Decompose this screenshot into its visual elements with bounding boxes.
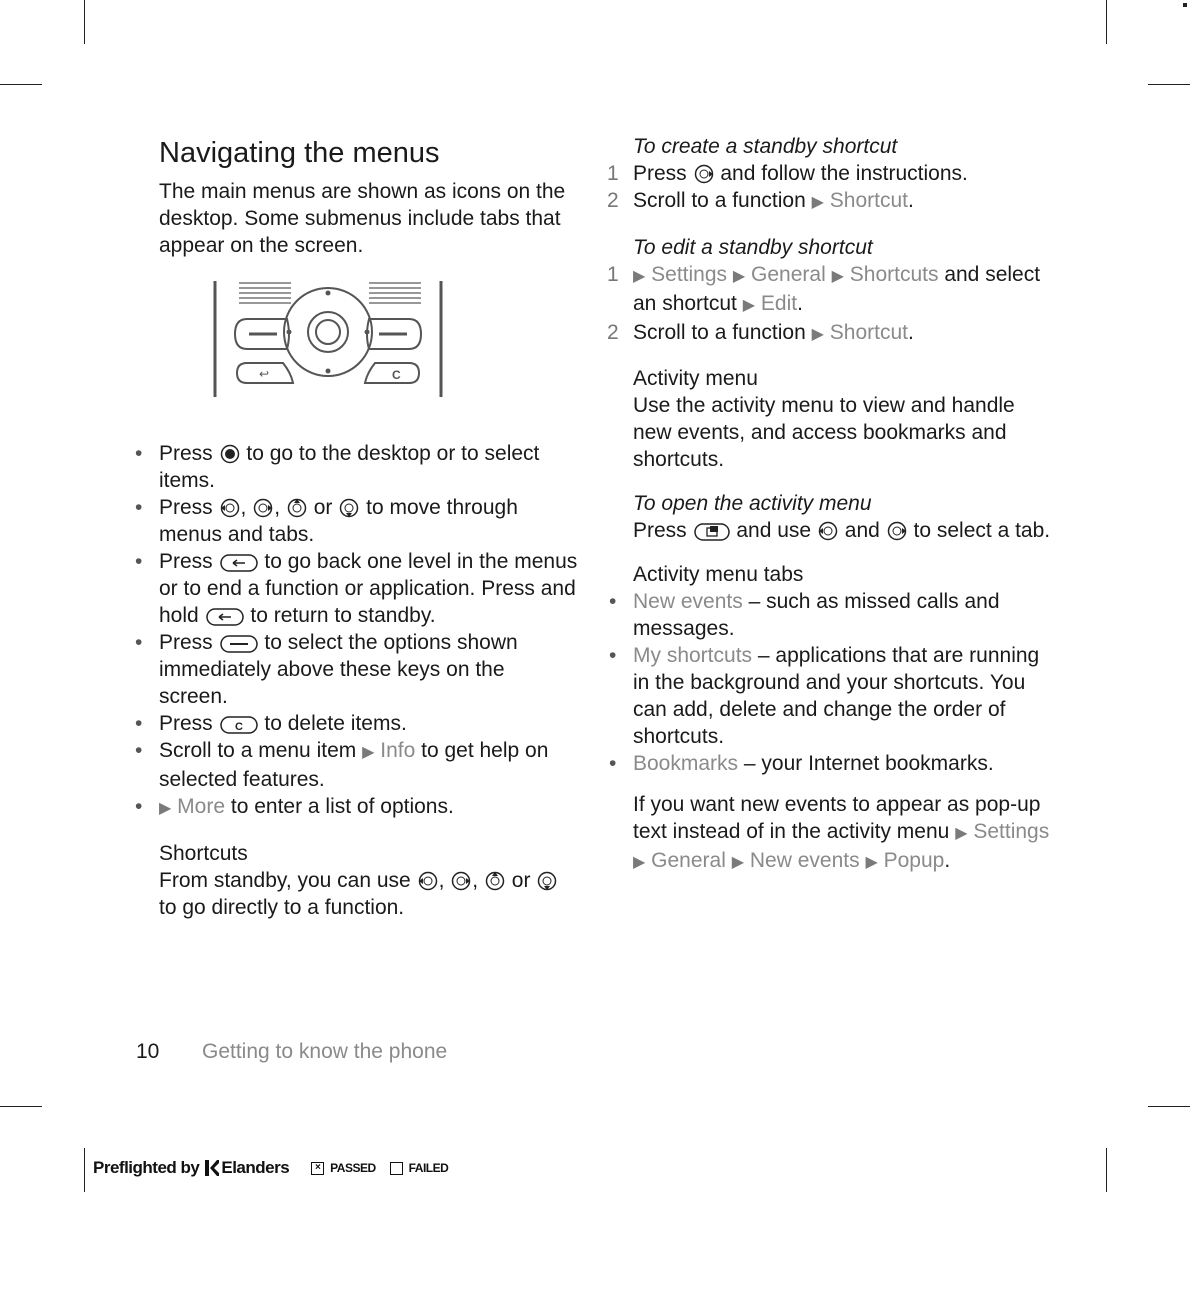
crop-mark	[84, 1148, 85, 1192]
navigation-key-down-icon	[537, 871, 557, 891]
arrow-icon: ▶	[633, 268, 646, 285]
activity-tabs-list	[633, 588, 1053, 777]
left-column	[159, 136, 579, 921]
select-key-icon	[220, 444, 240, 464]
menu-link-edit: Edit	[760, 292, 798, 315]
menu-link-shortcuts: Shortcuts	[849, 263, 939, 286]
crop-mark	[1148, 1106, 1190, 1107]
menu-link-general: General	[651, 849, 726, 872]
arrow-icon: ▶	[159, 800, 172, 817]
navigation-key-up-icon	[287, 498, 307, 518]
arrow-icon: ▶	[362, 744, 375, 761]
list-item: 2 Scroll to a function ▶ Shortcut.	[607, 321, 914, 344]
navigation-bullet-list	[159, 440, 579, 822]
section-title: Getting to know the phone	[202, 1040, 448, 1063]
activity-menu-heading: Activity menu	[633, 367, 758, 390]
arrow-icon: ▶	[831, 268, 844, 285]
create-shortcut-heading: To create a standby shortcut	[633, 135, 898, 158]
failed-label: FAILED	[408, 1161, 449, 1175]
list-item: • Press to select the options shown immediately above these keys on the screen.	[159, 629, 579, 710]
list-item: • Press C to delete items.	[159, 710, 579, 737]
navigation-key-left-icon	[818, 521, 838, 541]
navigation-key-left-icon	[220, 498, 240, 518]
crop-mark	[0, 1106, 42, 1107]
menu-link-settings: Settings	[651, 263, 728, 286]
navigation-key-down-icon	[339, 498, 359, 518]
menu-link-settings: Settings	[973, 820, 1050, 843]
arrow-icon: ▶	[742, 297, 756, 314]
page-number: 10	[136, 1040, 160, 1063]
open-activity-text: Press and use and to select a tab.	[633, 519, 1051, 542]
list-item: • Press to go back one level in the menus or to end a function or application. Press and hold to return to standby.	[159, 548, 579, 629]
menu-link-popup: Popup	[883, 849, 945, 872]
edit-shortcut-heading: To edit a standby shortcut	[633, 236, 873, 259]
navigation-key-up-icon	[485, 871, 505, 891]
passed-checkbox-icon: ×	[311, 1162, 324, 1175]
list-item: • New events – such as missed calls and messages.	[633, 588, 1053, 642]
activity-tabs-heading: Activity menu tabs	[633, 563, 804, 586]
selection-key-icon	[220, 635, 258, 653]
elanders-logo-icon	[205, 1160, 219, 1176]
intro-text: The main menus are shown as icons on the desktop. Some submenus include tabs that appear on the screen.	[159, 180, 566, 257]
stamp-prefix: Preflighted by	[93, 1158, 200, 1177]
clear-key-icon	[220, 716, 258, 734]
open-activity-heading: To open the activity menu	[633, 492, 872, 515]
menu-link-shortcut: Shortcut	[829, 321, 908, 344]
failed-checkbox-icon	[390, 1162, 403, 1175]
arrow-icon: ▶	[811, 326, 824, 343]
menu-link-more: More	[177, 795, 226, 818]
navigation-key-right-icon	[451, 871, 471, 891]
right-column	[607, 133, 1053, 876]
navigation-key-right-icon	[253, 498, 273, 518]
keypad-illustration	[209, 279, 449, 404]
crop-mark	[1106, 0, 1107, 44]
svg-text:C: C	[234, 721, 243, 733]
back-key-icon	[220, 554, 258, 572]
list-item: • ▶ More to enter a list of options.	[159, 793, 579, 822]
navigation-key-right-icon	[694, 164, 714, 184]
shortcuts-text: From standby, you can use , , or to go directly to a function.	[159, 867, 579, 921]
menu-link-general: General	[751, 263, 826, 286]
list-item: 1 Press and follow the instructions.	[607, 162, 968, 185]
arrow-icon: ▶	[731, 854, 745, 871]
navigation-key-right-icon	[887, 521, 907, 541]
arrow-icon: ▶	[865, 854, 878, 871]
popup-instructions: If you want new events to appear as pop-up text instead of in the activity menu ▶ Settings ▶ General ▶ New events ▶ Popup.	[633, 793, 1050, 872]
activity-key-icon	[694, 523, 730, 541]
tab-my-shortcuts: My shortcuts	[633, 644, 753, 667]
tab-new-events: New events	[633, 590, 743, 613]
create-shortcut-steps	[607, 160, 1053, 216]
list-item: • My shortcuts – applications that are running in the background and your shortcuts. You can add, delete and change the order of shortcuts.	[633, 642, 1053, 750]
shortcuts-heading: Shortcuts	[159, 842, 248, 865]
arrow-icon: ▶	[633, 854, 646, 871]
arrow-icon: ▶	[732, 268, 746, 285]
crop-mark	[1148, 84, 1190, 85]
arrow-icon: ▶	[955, 825, 968, 842]
list-item: • Bookmarks – your Internet bookmarks.	[633, 750, 1053, 777]
passed-label: PASSED	[330, 1161, 376, 1175]
list-item: 1 ▶ Settings ▶ General ▶ Shortcuts and select an shortcut ▶ Edit.	[607, 263, 1041, 315]
page-heading: Navigating the menus	[159, 137, 440, 169]
back-key-icon	[206, 608, 244, 626]
list-item: • Press , , or to move through menus and tabs.	[159, 494, 579, 548]
registration-dot	[1183, 3, 1187, 7]
crop-mark	[1106, 1148, 1107, 1192]
preflight-stamp	[93, 1158, 448, 1178]
activity-menu-text: Use the activity menu to view and handle new events, and access bookmarks and shortcuts.	[633, 394, 1015, 471]
svg-text:C: C	[392, 368, 401, 382]
menu-link-info: Info	[380, 739, 416, 762]
tab-bookmarks: Bookmarks	[633, 752, 739, 775]
list-item: • Press to go to the desktop or to select items.	[159, 440, 579, 494]
crop-mark	[0, 84, 42, 85]
list-item: 2 Scroll to a function ▶ Shortcut.	[607, 189, 914, 212]
list-item: • Scroll to a menu item ▶ Info to get help on selected features.	[159, 737, 579, 793]
edit-shortcut-steps	[607, 261, 1053, 348]
navigation-key-left-icon	[418, 871, 438, 891]
crop-mark	[84, 0, 85, 44]
elanders-logo: Elanders	[205, 1158, 289, 1178]
arrow-icon: ▶	[811, 194, 824, 211]
menu-link-new-events: New events	[749, 849, 860, 872]
svg-text:↩: ↩	[259, 367, 270, 381]
menu-link-shortcut: Shortcut	[829, 189, 908, 212]
